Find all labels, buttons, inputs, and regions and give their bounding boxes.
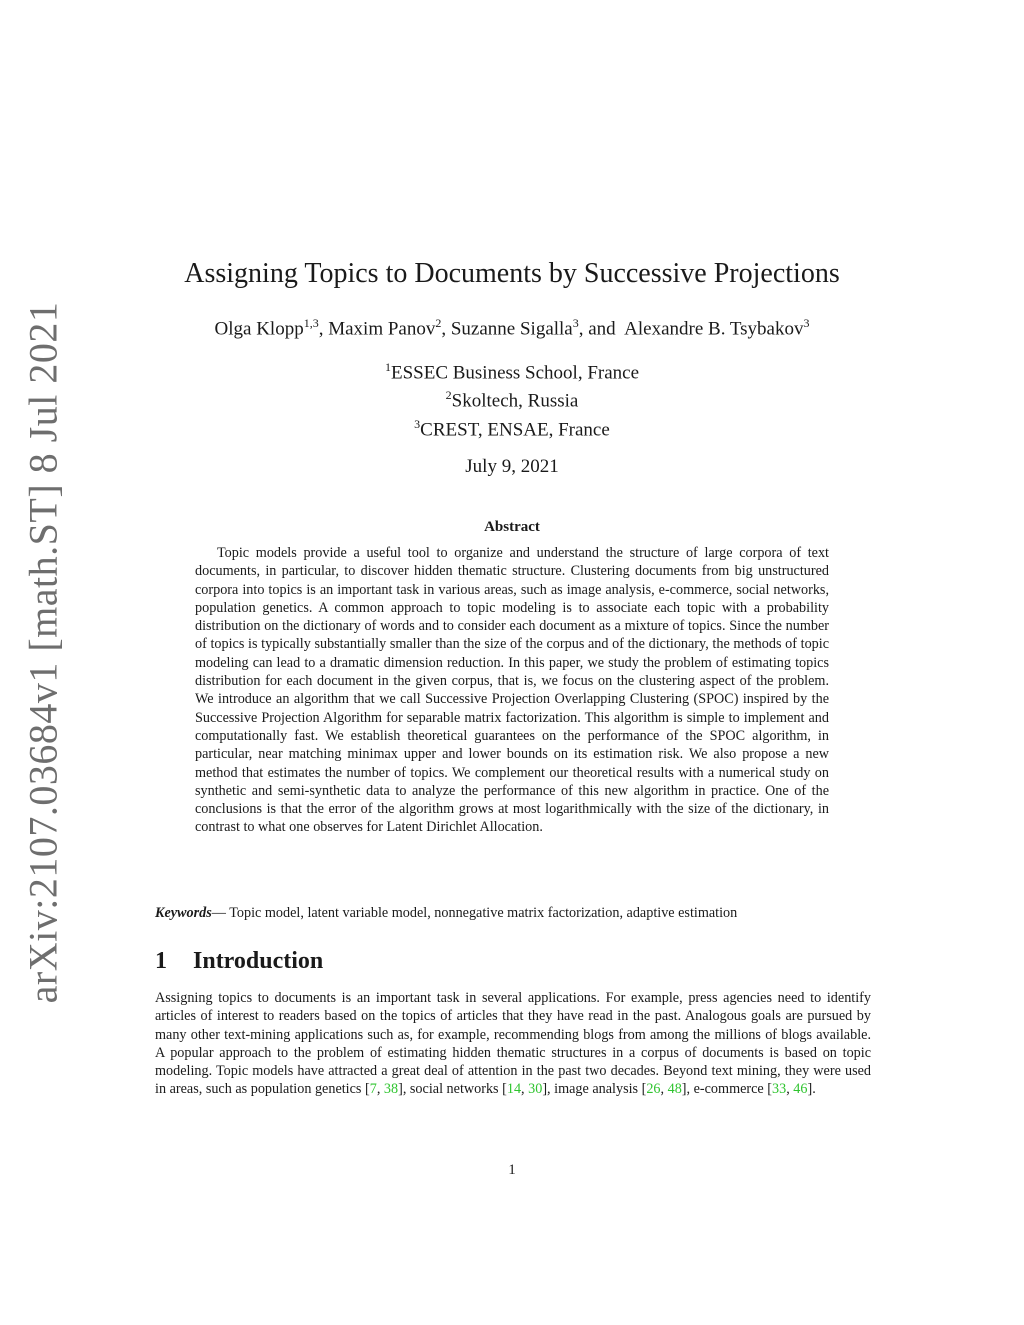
section-title: Introduction [193,948,324,974]
author-affiliation-marker: 3 [572,316,579,330]
affiliation-text: Skoltech, Russia [451,390,579,412]
affiliation-text: ESSEC Business School, France [390,362,640,384]
affiliation-text: CREST, ENSAE, France [420,418,610,440]
affiliation-marker: 2 [445,388,452,403]
paper-title: Assigning Topics to Documents by Successive Projections [184,258,840,289]
citation-link[interactable]: 38 [383,1081,399,1098]
keywords-text: Topic model, latent variable model, nonnegative matrix factorization, adaptive estimation [229,905,738,921]
citation-link[interactable]: 26 [646,1081,661,1098]
author-separator: , [441,318,451,340]
author-name: Alexandre B. Tsybakov [624,318,804,340]
author-affiliation-marker: 1,3 [303,316,319,330]
arxiv-identifier: arXiv:2107.03684v1 [math.ST] 8 Jul 2021 [20,301,66,1003]
keywords-label: Keywords [155,905,212,921]
citation-link[interactable]: 7 [369,1081,377,1098]
citation-link[interactable]: 30 [528,1081,543,1098]
keywords-line [155,904,871,922]
author-separator: , [318,318,329,340]
citation-link[interactable]: 14 [506,1081,522,1098]
section-heading [155,948,323,975]
affiliation-line [0,356,1024,384]
citation-link[interactable]: 46 [793,1081,808,1098]
publication-date: July 9, 2021 [465,456,559,477]
affiliation-line [0,384,1024,412]
section-number: 1 [155,948,167,974]
affiliation-marker: 3 [414,416,421,431]
author-affiliation-marker: 2 [435,316,442,330]
citation-link[interactable]: 48 [667,1081,682,1098]
author-list [0,316,1024,340]
author-separator: , and [578,318,625,340]
affiliation-list [0,356,1024,441]
intro-paragraph: Assigning topics to documents is an important task in several applications. For example, press agencies need to identify articles of interest to readers based on the topics of articles that they have read in the past. Analogous goals are pursued by many other text-mining applications such as, for example, recommending blogs from among the millions of blogs available. A popular approach to the problem of estimating hidden thematic structures in a corpus of documents is based on topic modeling. Topic models have attracted a great deal of attention in the past two decades. Beyond text mining, they were used in areas, such as population genetics [7, 38], social networks [14, 30], image analysis [26, 48], e-commerce [33, 46]. [155,990,871,1098]
intro-text: Assigning topics to documents is an important task in several applications. For example, press agencies need to identify articles of interest to readers based on the topics of articles that they have read in the past. Analogous goals are pursued by many other text-mining applications such as, for example, recommending blogs from among the millions of blogs available. A popular approach to the problem of estimating hidden thematic structures in a corpus of documents is based on topic modeling. Topic models have attracted a great deal of attention in the past two decades. Beyond text mining, they were used in areas, such as population genetics [ [155,990,871,1098]
affiliation-line [0,413,1024,441]
abstract-text: Topic models provide a useful tool to organize and understand the structure of large corpora of text documents, in particular, to discover hidden thematic structure. Clustering documents from big unstructured corpora into topics is an important task in various areas, such as image analysis, e-commerce, social networks, population genetics. A common approach to topic modeling is to associate each topic with a probability distribution on the dictionary of words and to consider each document as a mixture of topics. Since the number of topics is typically substantially smaller than the size of the corpus and of the dictionary, the methods of topic modeling can lead to a dramatic dimension reduction. In this paper, we study the problem of estimating topics distribution for each document in the given corpus, that is, we focus on the clustering aspect of the problem. We introduce an algorithm that we call Successive Projection Overlapping Clustering (SPOC) inspired by the Successive Projection Algorithm for separable matrix factorization. This algorithm is simple to implement and computationally fast. We establish theoretical guarantees on the performance of the SPOC algorithm, in particular, near matching minimax upper and lower bounds on its estimation risk. We also propose a new method that estimates the number of topics. We complement our theoretical results with a numerical study on synthetic and semi-synthetic data to analyze the performance of this new algorithm in practice. One of the conclusions is that the error of the algorithm grows at most logarithmically with the size of the dictionary, in contrast to what one observes for Latent Dirichlet Allocation. [195,545,829,836]
citation-link[interactable]: 33 [772,1081,787,1098]
author-name: Maxim Panov [328,318,436,340]
author-name: Olga Klopp [214,318,304,340]
author-name: Suzanne Sigalla [450,318,573,340]
page-number: 1 [508,1162,516,1178]
affiliation-marker: 1 [384,360,391,374]
keywords-dash: — [211,905,230,921]
abstract-heading: Abstract [484,519,540,535]
arxiv-sidebar [8,301,78,1003]
author-affiliation-marker: 3 [803,316,810,330]
